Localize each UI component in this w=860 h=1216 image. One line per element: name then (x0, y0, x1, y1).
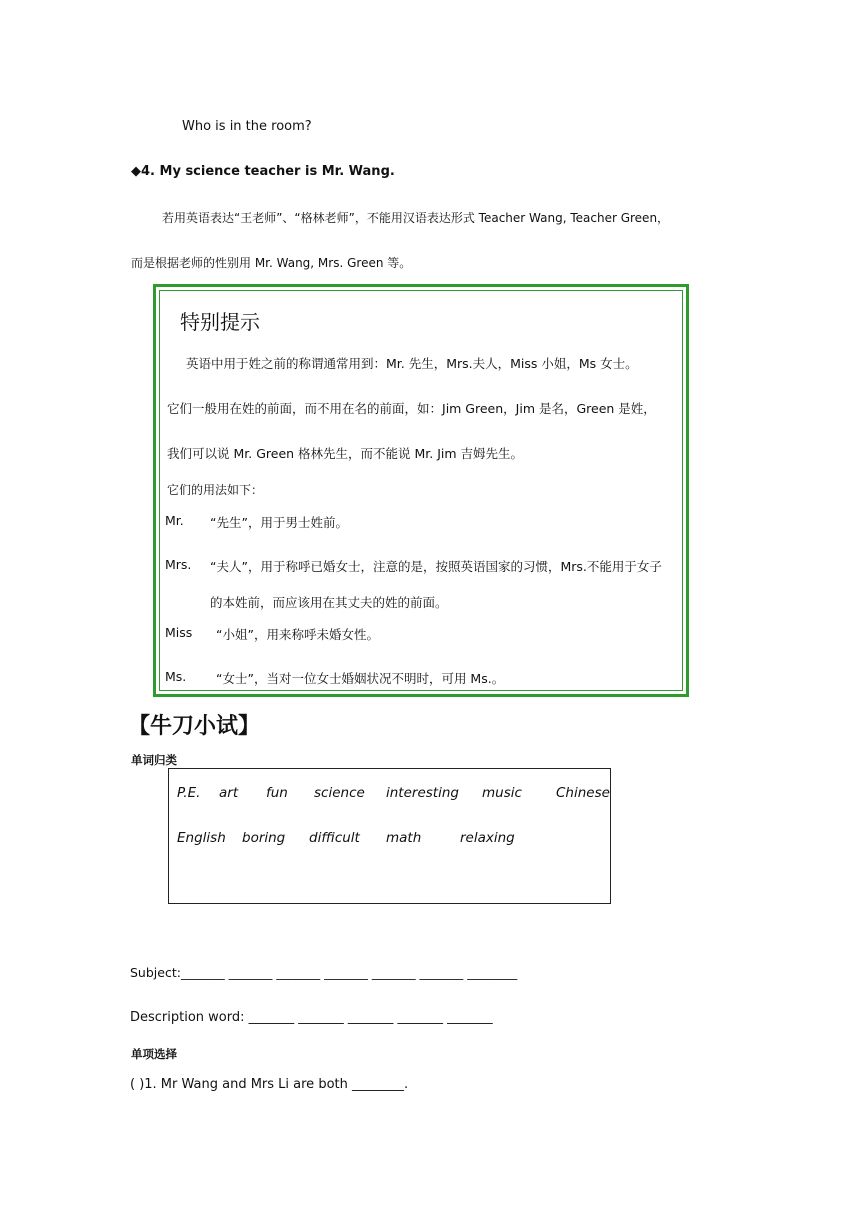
tip-line-4: 它们的用法如下： (167, 483, 264, 497)
word-item: P.E. (177, 785, 201, 801)
mrs-description-line2: 的本姓前，而应该用在其丈夫的姓的前面。 (210, 595, 448, 610)
word-item: science (314, 785, 365, 801)
description-word-fill-line: Description word: _______ _______ _______ _______ _______ (130, 1010, 493, 1025)
special-tip-inner-border (159, 290, 683, 691)
ms-term: Ms. (165, 669, 187, 684)
word-item: relaxing (460, 830, 515, 846)
word-item: English (177, 830, 226, 846)
mr-term: Mr. (165, 513, 184, 528)
subject-fill-line: Subject:_______ _______ _______ _______ _______ _______ ________ (130, 965, 518, 980)
word-item: boring (242, 830, 286, 846)
practice-heading: 【牛刀小试】 (128, 714, 261, 739)
word-item: art (219, 785, 239, 801)
tip-line-2: 它们一般用在姓的前面，而不用在名的前面，如：Jim Green，Jim 是名，Green 是姓， (167, 401, 656, 416)
special-tip-title: 特别提示 (180, 310, 260, 334)
single-choice-label: 单项选择 (131, 1047, 177, 1061)
ms-description: “女士”，当对一位女士婚姻状况不明时，可用 Ms.。 (216, 671, 505, 686)
word-bank-box (168, 768, 611, 904)
point4-paragraph-line1: 若用英语表达“王老师”、“格林老师”，不能用汉语表达形式 Teacher Wang, Teacher Green， (162, 211, 670, 225)
miss-description: “小姐”，用来称呼未婚女性。 (216, 627, 379, 642)
special-tip-box (153, 284, 689, 697)
miss-term: Miss (165, 625, 193, 640)
question-1: ( )1. Mr Wang and Mrs Li are both ________. (130, 1077, 409, 1092)
word-classify-label: 单词归类 (131, 753, 177, 767)
word-item: fun (266, 785, 288, 801)
mr-description: “先生”，用于男士姓前。 (210, 515, 348, 530)
point4-heading: ◆4. My science teacher is Mr. Wang. (131, 164, 395, 179)
word-item: music (482, 785, 522, 801)
word-item: difficult (309, 830, 360, 846)
point4-paragraph-line2: 而是根据老师的性别用 Mr. Wang, Mrs. Green 等。 (131, 256, 412, 270)
word-item: Chinese (556, 785, 610, 801)
tip-line-1: 英语中用于姓之前的称谓通常用到：Mr. 先生，Mrs.夫人，Miss 小姐，Ms 女士。 (186, 356, 638, 371)
mrs-term: Mrs. (165, 557, 192, 572)
tip-line-3: 我们可以说 Mr. Green 格林先生，而不能说 Mr. Jim 吉姆先生。 (167, 446, 524, 461)
sentence-room: Who is in the room? (182, 119, 312, 134)
word-item: math (386, 830, 422, 846)
word-item: interesting (386, 785, 459, 801)
mrs-description-line1: “夫人”，用于称呼已婚女士，注意的是，按照英语国家的习惯，Mrs.不能用于女子 (210, 559, 662, 574)
